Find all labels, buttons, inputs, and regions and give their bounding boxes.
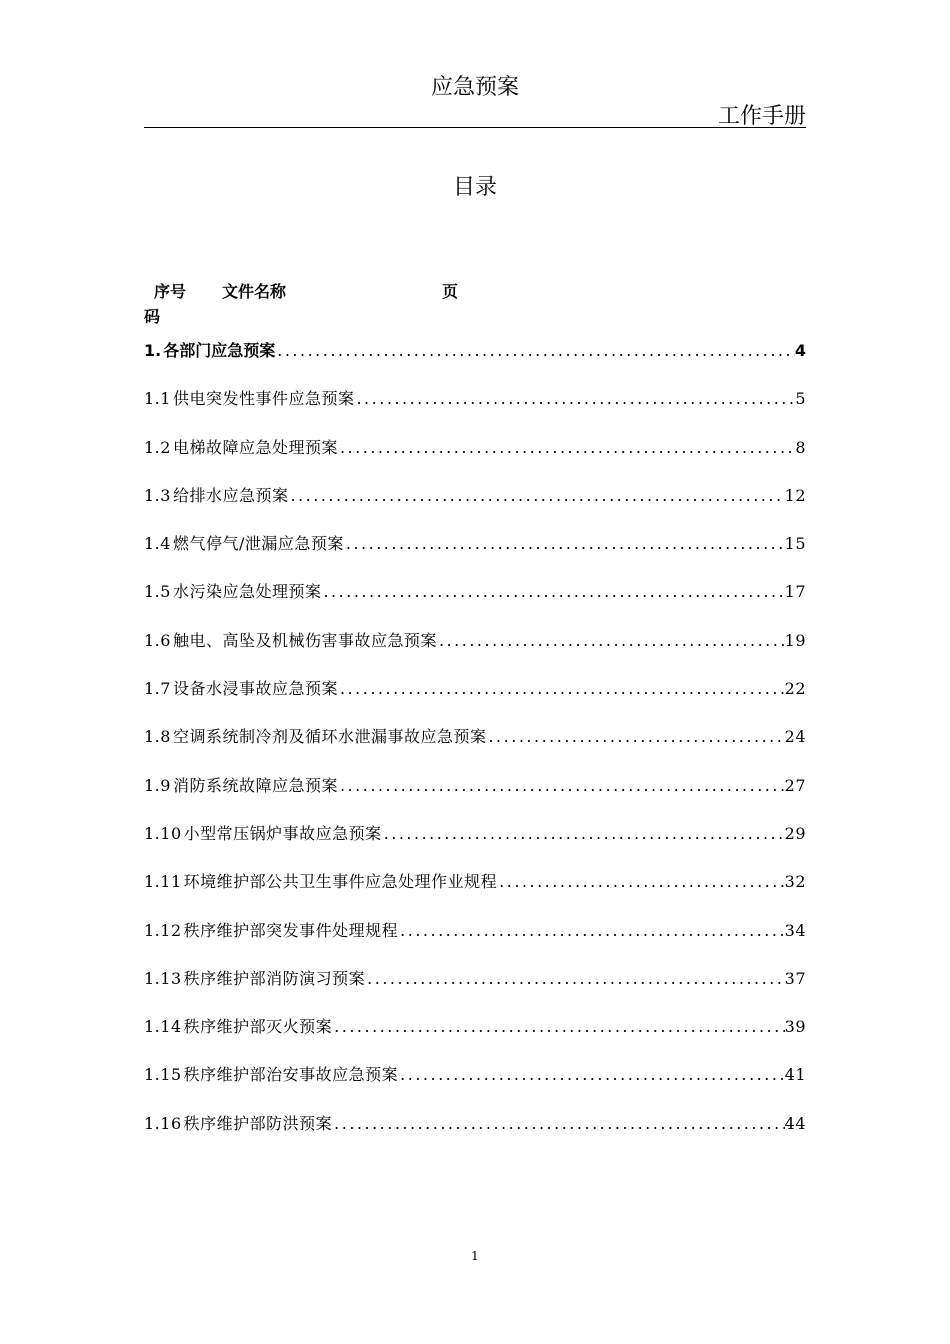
toc-entry-page: 37 [784,968,806,988]
toc-entry-title: 各部门应急预案 [163,341,276,360]
toc-entry-number: 1.10 [144,823,182,843]
toc-entry[interactable] [144,724,806,772]
header-title: 应急预案 [430,75,519,100]
toc-entry-title: 燃气停气/泄漏应急预案 [172,534,344,554]
toc-entry[interactable] [144,531,806,579]
toc-entry-title: 设备水浸事故应急预案 [172,679,338,699]
dot-leader [338,438,795,457]
page-number: 1 [471,1249,479,1263]
toc-entry-page: 34 [784,920,806,940]
column-header-seq: 序号 [154,282,187,301]
toc-entry-page: 22 [784,679,806,699]
toc-entry-title: 秩序维护部防洪预案 [183,1113,333,1133]
dot-leader [288,486,784,505]
dot-leader [332,1017,785,1036]
dot-leader [398,921,785,940]
column-header-page-part1: 页 [442,282,459,301]
dot-leader [344,534,785,553]
toc-entry-title: 给排水应急预案 [172,485,289,505]
toc-entry[interactable] [144,1014,806,1062]
toc-entry-title: 秩序维护部消防演习预案 [183,968,366,988]
toc-entry-number: 1.3 [144,485,171,505]
toc-entry[interactable] [144,435,806,483]
toc-entry-title: 环境维护部公共卫生事件应急处理作业规程 [183,872,498,892]
toc-entry-title: 消防系统故障应急预案 [172,775,338,795]
toc-entry-page: 24 [784,727,806,747]
dot-leader [275,341,795,360]
toc-entry-title: 秩序维护部突发事件处理规程 [183,920,399,940]
toc-entry[interactable] [144,966,806,1014]
toc-entry-number: 1.4 [144,534,171,554]
dot-leader [398,1065,785,1084]
toc-entry-number: 1.15 [144,1065,182,1085]
dot-leader [437,631,785,650]
toc-entry-page: 44 [784,1113,806,1133]
header-rule [144,127,806,128]
toc-entry-number: 1.14 [144,1017,182,1037]
toc-entry-title: 触电、高坠及机械伤害事故应急预案 [172,630,437,650]
toc-entry[interactable] [144,483,806,531]
toc-entry-number: 1.16 [144,1113,182,1133]
toc-entry-title: 空调系统制冷剂及循环水泄漏事故应急预案 [172,727,487,747]
toc-title: 目录 [452,175,497,200]
toc-entry[interactable] [144,773,806,821]
toc-entry-number: 1.2 [144,437,171,457]
dot-leader [365,969,785,988]
toc-entry-page: 27 [784,775,806,795]
toc-entry-title: 供电突发性事件应急预案 [172,389,355,409]
header-subtitle: 工作手册 [717,104,806,129]
toc-entry[interactable] [144,1062,806,1110]
toc-entry-title: 秩序维护部灭火预案 [183,1017,333,1037]
dot-leader [332,1114,785,1133]
toc-entry-title: 小型常压锅炉事故应急预案 [183,823,382,843]
toc-entry-number: 1. [144,341,162,360]
toc-entry[interactable] [144,338,806,386]
toc-entry-page: 15 [784,534,806,554]
dot-leader [497,872,785,891]
toc-entry[interactable] [144,579,806,627]
toc-entry[interactable] [144,918,806,966]
toc-entry-title: 电梯故障应急处理预案 [172,437,338,457]
toc-entry-page: 32 [784,872,806,892]
toc-entry-number: 1.11 [144,872,182,892]
toc-entry[interactable] [144,821,806,869]
toc-entry-number: 1.5 [144,582,171,602]
column-header-page-part2: 码 [144,307,161,326]
toc-entry-title: 秩序维护部治安事故应急预案 [183,1065,399,1085]
toc-entry-page: 19 [784,630,806,650]
dot-leader [338,679,785,698]
toc-entry[interactable] [144,628,806,676]
dot-leader [486,727,784,746]
toc-entry[interactable] [144,676,806,724]
toc-entry-number: 1.13 [144,968,182,988]
column-header-name: 文件名称 [222,282,287,301]
toc-entry-number: 1.6 [144,630,171,650]
toc-entry-page: 39 [784,1017,806,1037]
toc-entry[interactable] [144,386,806,434]
dot-leader [338,776,785,795]
toc-entry-number: 1.1 [144,389,171,409]
toc-entry-page: 12 [784,485,806,505]
toc-entry-page: 17 [784,582,806,602]
dot-leader [321,582,784,601]
toc-list [144,338,806,1159]
toc-entry-page: 4 [794,341,806,360]
toc-entry-title: 水污染应急处理预案 [172,582,322,602]
toc-entry-page: 41 [784,1065,806,1085]
toc-entry[interactable] [144,1111,806,1159]
dot-leader [382,824,785,843]
toc-entry-page: 5 [795,389,806,409]
toc-entry[interactable] [144,869,806,917]
dot-leader [354,389,795,408]
toc-entry-page: 29 [784,823,806,843]
toc-entry-number: 1.12 [144,920,182,940]
toc-entry-number: 1.9 [144,775,171,795]
toc-entry-number: 1.7 [144,679,171,699]
toc-entry-page: 8 [795,437,806,457]
toc-entry-number: 1.8 [144,727,171,747]
